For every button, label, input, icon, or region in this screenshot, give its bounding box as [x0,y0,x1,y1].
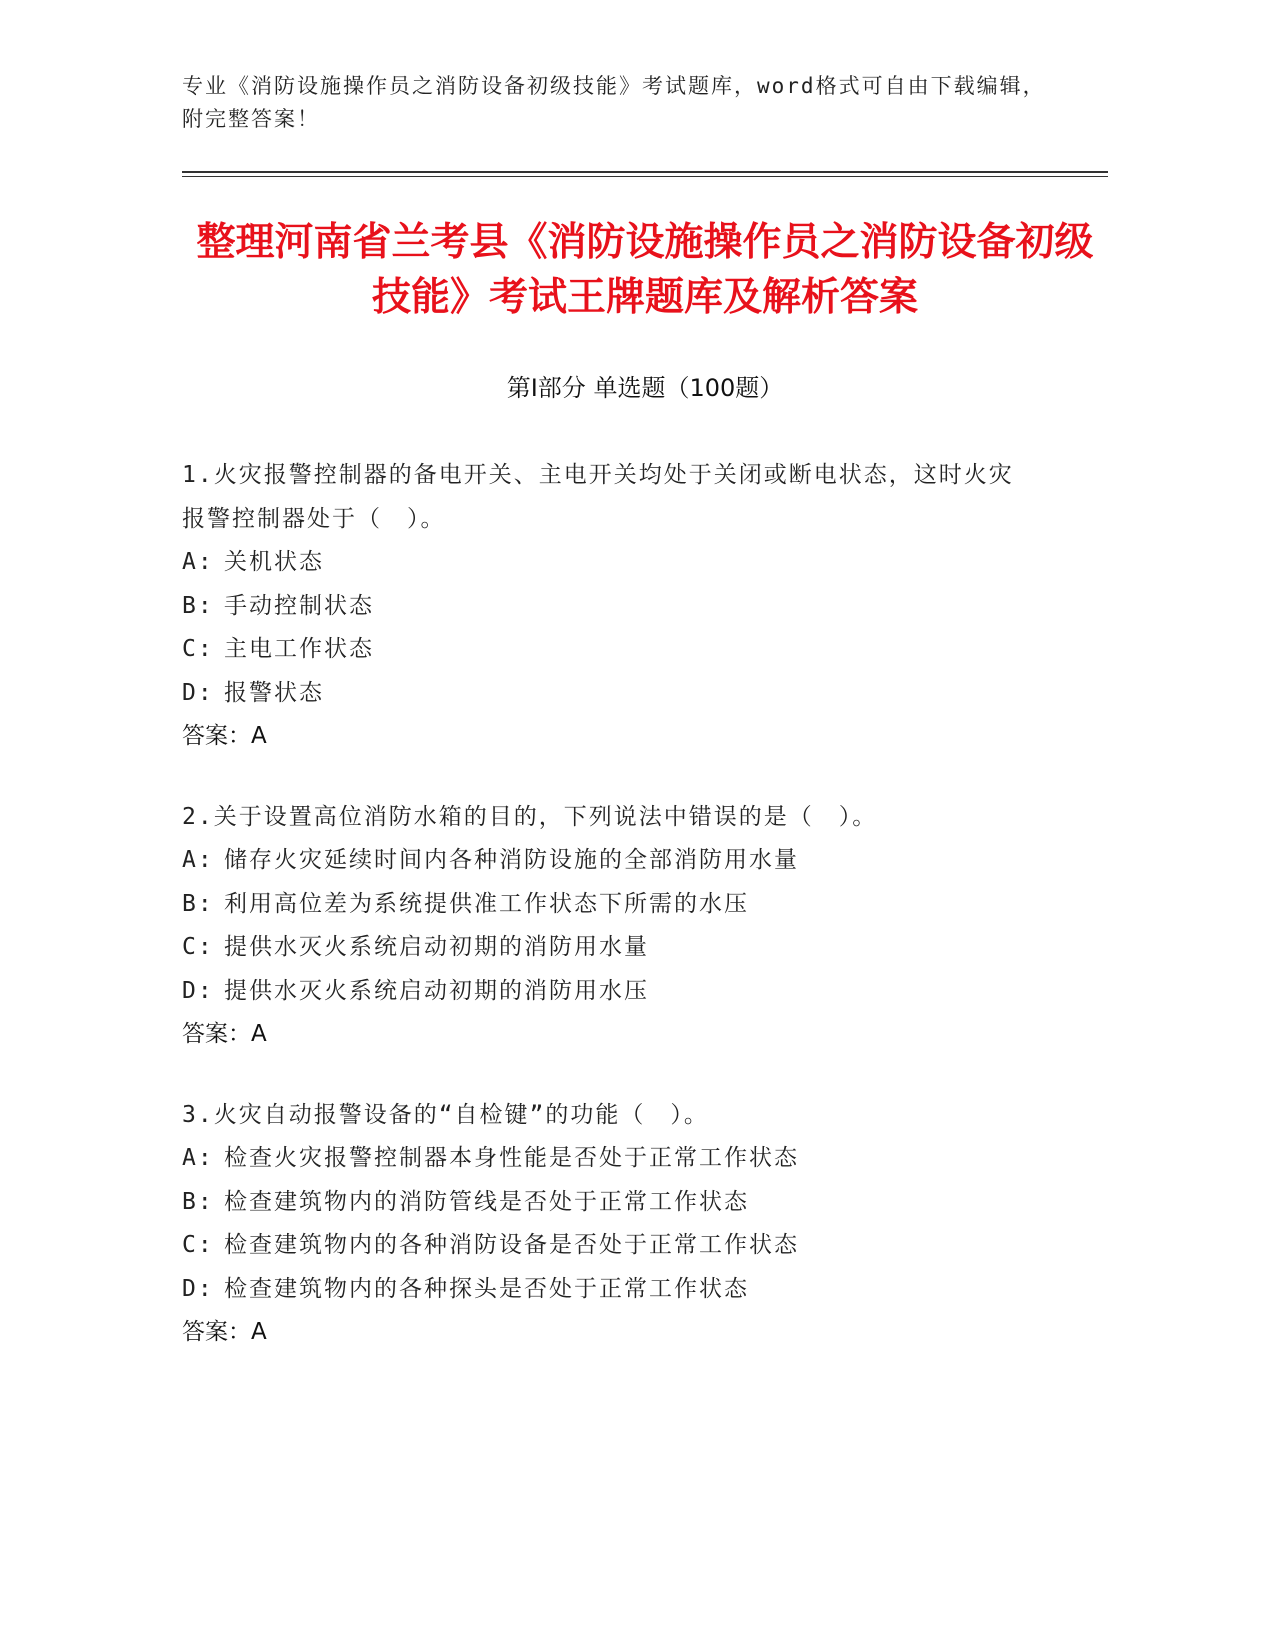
option-letter: B: [182,592,214,619]
section-title: 第Ⅰ部分 单选题（100题） [506,374,784,402]
question-item [182,1094,1108,1355]
answer-option [182,585,1108,629]
option-letter: A: [182,847,214,873]
question-text: 2.关于设置高位消防水箱的目的，下列说法中错误的是（ ）。 [182,803,878,830]
option-letter: A: [182,549,214,575]
option-text: 提供水灭火系统启动初期的消防用水量 [224,934,649,960]
option-letter: B: [182,1188,214,1215]
answer-option [182,970,1108,1014]
header-divider-thick [182,171,1108,173]
option-text: 检查建筑物内的各种探头是否处于正常工作状态 [224,1275,749,1302]
option-letter: B: [182,890,214,917]
document-title: 整理河南省兰考县《消防设施操作员之消防设备初级技能》考试王牌题库及解析答案 [196,220,1094,320]
header-note: 专业《消防设施操作员之消防设备初级技能》考试题库，word格式可自由下载编辑，附完整答案！ [182,74,1046,131]
option-text: 检查火灾报警控制器本身性能是否处于正常工作状态 [224,1145,799,1171]
option-letter: A: [182,1145,214,1171]
option-text: 手动控制状态 [224,592,374,619]
question-text: 3.火灾自动报警设备的“自检键”的功能（ ）。 [182,1101,709,1128]
option-text: 利用高位差为系统提供准工作状态下所需的水压 [224,890,749,917]
option-text: 报警状态 [224,679,324,706]
option-text: 关机状态 [224,549,324,575]
question-item [182,796,1108,1057]
option-text: 主电工作状态 [224,636,374,662]
answer-option [182,883,1108,927]
answer-option [182,926,1108,970]
answer-option [182,839,1108,883]
question-list [182,454,1108,1355]
option-text: 检查建筑物内的消防管线是否处于正常工作状态 [224,1188,749,1215]
question-item [182,454,1108,759]
option-letter: C: [182,636,214,662]
option-letter: D: [182,1275,214,1302]
answer-option [182,672,1108,716]
option-letter: D: [182,679,214,706]
answer-option [182,1181,1108,1225]
option-letter: C: [182,934,214,960]
answer-option [182,1224,1108,1268]
answer-option [182,1268,1108,1312]
question-text: 1.火灾报警控制器的备电开关、主电开关均处于关闭或断电状态，这时火灾报警控制器处于（ ）。 [182,462,1014,532]
option-text: 提供水灭火系统启动初期的消防用水压 [224,977,649,1004]
answer-line: 答案：A [182,1319,267,1345]
answer-option [182,1137,1108,1181]
answer-option [182,628,1108,672]
option-letter: D: [182,977,214,1004]
option-letter: C: [182,1232,214,1258]
answer-option [182,541,1108,585]
option-text: 检查建筑物内的各种消防设备是否处于正常工作状态 [224,1232,799,1258]
answer-line: 答案：A [182,1021,267,1047]
header-divider-thin [182,176,1108,177]
option-text: 储存火灾延续时间内各种消防设施的全部消防用水量 [224,847,799,873]
answer-line: 答案：A [182,723,267,749]
